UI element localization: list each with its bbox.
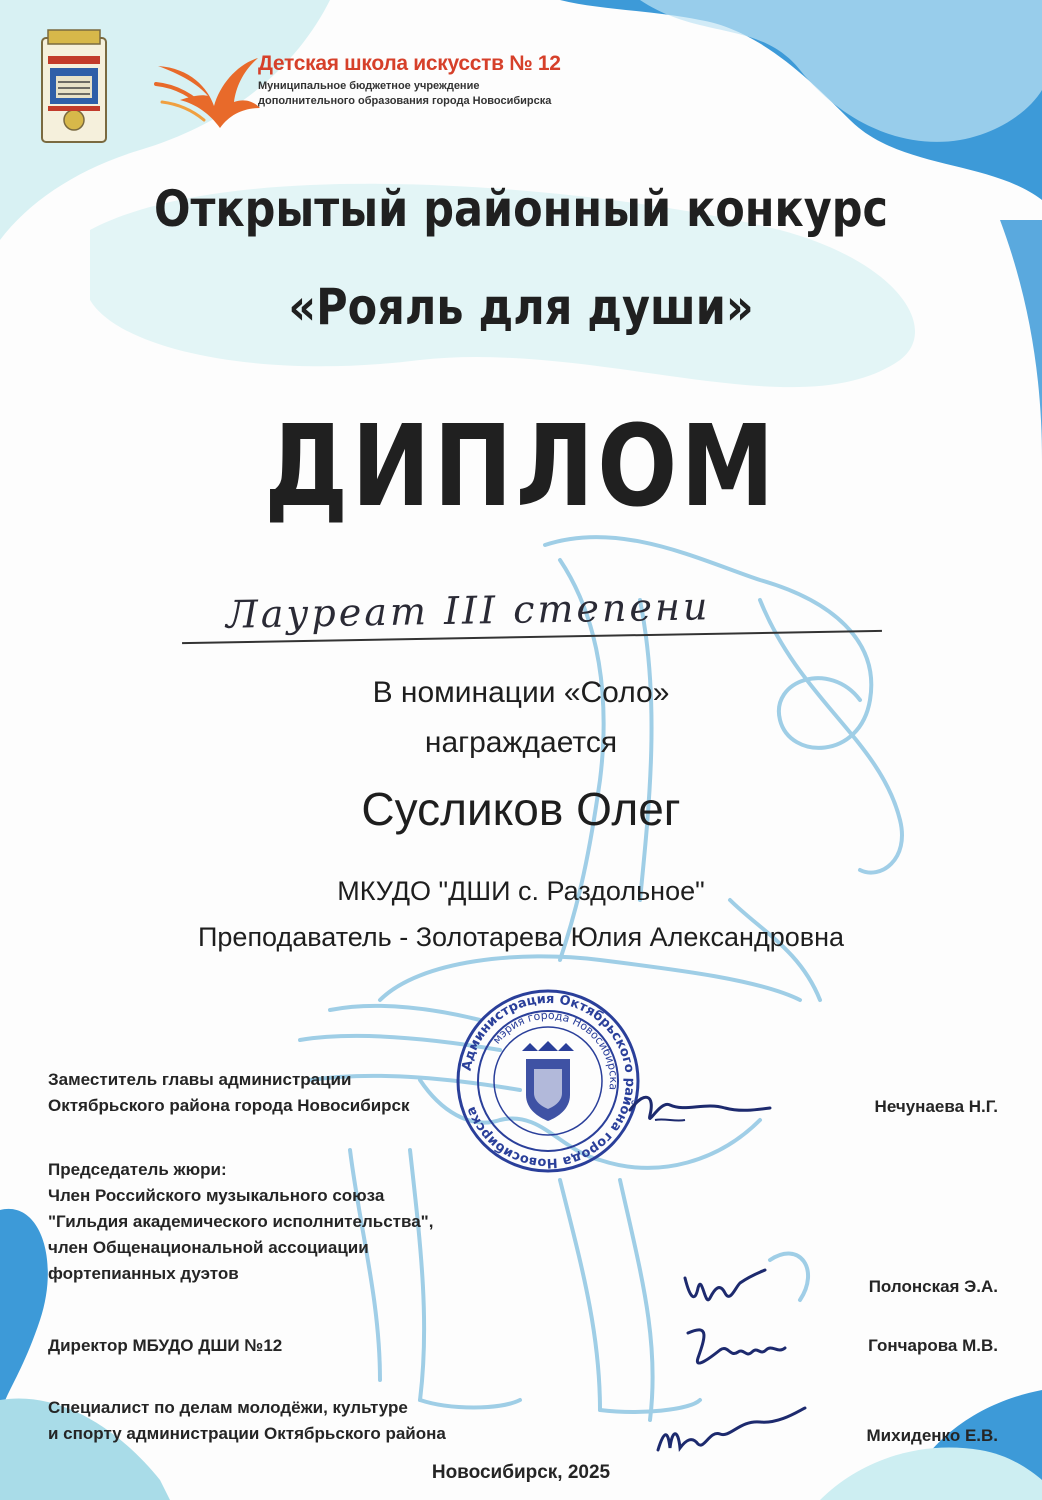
right-stripe xyxy=(1000,220,1042,460)
contest-title: Открытый районный конкурс xyxy=(153,180,889,238)
jury-title-line5: фортепианных дуэтов xyxy=(48,1264,239,1283)
organization: МКУДО "ДШИ с. Раздольное" xyxy=(337,876,705,906)
light-blob-top-right xyxy=(640,0,1042,142)
deputy-name: Нечунаева Н.Г. xyxy=(874,1097,998,1116)
district-crest-icon xyxy=(40,28,108,146)
specialist-name: Михиденко Е.В. xyxy=(866,1426,998,1445)
jury-title-line2: Член Российского музыкального союза xyxy=(48,1186,385,1205)
school-subtitle-line1: Муниципальное бюджетное учреждение xyxy=(258,80,480,92)
document-type: ДИПЛОМ xyxy=(264,402,778,532)
jury-title-line4: член Общенациональной ассоциации xyxy=(48,1238,369,1257)
seal-inner-text: мэрия города Новосибирска xyxy=(490,1008,621,1091)
blue-blob-bottom-left xyxy=(0,1209,48,1420)
jury-title-line3: "Гильдия академического исполнительства", xyxy=(48,1212,434,1231)
contest-name: «Рояль для души» xyxy=(288,278,754,336)
director-title: Директор МБУДО ДШИ №12 xyxy=(48,1336,283,1355)
school-name: Детская школа искусств № 12 xyxy=(258,52,561,75)
director-signature-icon xyxy=(680,1318,790,1378)
teacher: Преподаватель - Золотарева Юлия Александровна xyxy=(198,922,844,952)
specialist-signature-icon xyxy=(650,1400,810,1470)
director-name: Гончарова М.В. xyxy=(868,1336,998,1355)
seal-outer-text: Администрация Октябрьского района города Новосибирска xyxy=(459,991,638,1171)
deputy-title-line1: Заместитель главы администрации xyxy=(48,1070,352,1089)
nomination: В номинации «Соло» xyxy=(372,676,670,709)
specialist-title-line2: и спорту администрации Октябрьского района xyxy=(48,1424,446,1443)
jury-signature-icon xyxy=(680,1258,770,1318)
swallow-logo-icon xyxy=(150,44,262,140)
jury-title-line1: Председатель жюри: xyxy=(48,1160,227,1179)
specialist-title-line1: Специалист по делам молодёжи, культуре xyxy=(48,1398,408,1417)
piano-line-art xyxy=(300,537,902,1420)
handwritten-award-level: Лауреат III степени xyxy=(225,584,711,637)
laureate-name: Сусликов Олег xyxy=(361,783,681,835)
deputy-title-line2: Октябрьского района города Новосибирск xyxy=(48,1096,410,1115)
official-seal-icon xyxy=(452,985,644,1177)
school-subtitle-line2: дополнительного образования города Новосибирска xyxy=(258,95,552,107)
jury-name: Полонская Э.А. xyxy=(868,1277,998,1296)
city-year: Новосибирск, 2025 xyxy=(431,1462,611,1483)
awarded-label: награждается xyxy=(424,726,618,759)
deputy-signature-icon xyxy=(625,1080,775,1140)
